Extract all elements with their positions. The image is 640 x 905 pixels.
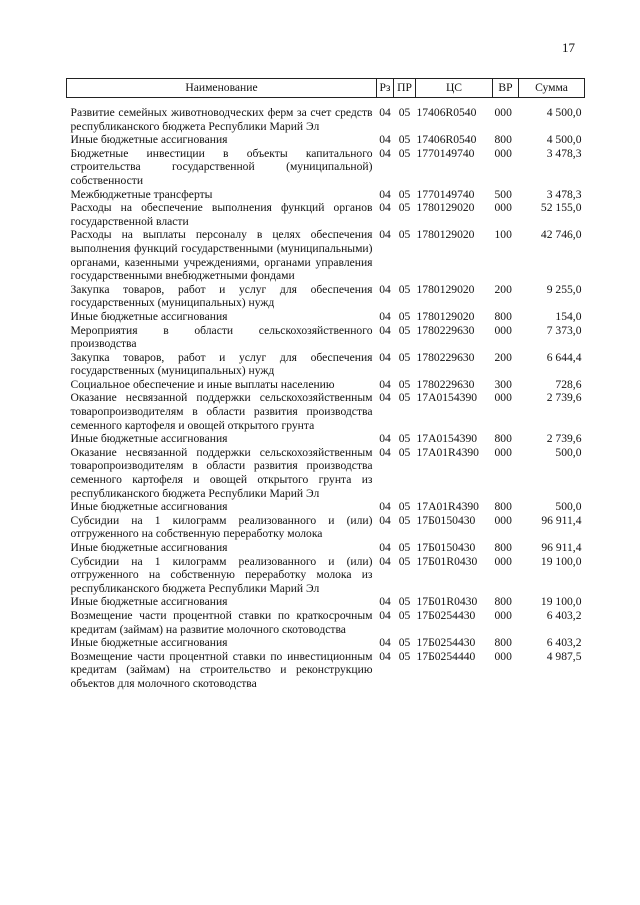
cell-cs: 17Б0254440 (416, 649, 476, 663)
cell-cs: 1780129020 (416, 228, 475, 242)
cell-name: Возмещение части процентной ставки по краткосрочным кредитам (займам) на развитие молочного скотоводства (70, 608, 373, 636)
cell-sum: 728,6 (555, 377, 582, 391)
cell-pr: 05 (398, 432, 411, 446)
cell-cs: 17Б0150430 (416, 541, 476, 554)
cell-rz: 04 (379, 595, 391, 609)
cell-cs: 17Б0254430 (416, 636, 476, 650)
table-row (67, 351, 585, 378)
table-row (67, 541, 585, 555)
cell-pr: 05 (398, 541, 411, 554)
cell-rz: 04 (379, 649, 391, 663)
cell-vr: 100 (494, 228, 512, 242)
cell-pr: 05 (398, 500, 411, 514)
table-row (67, 106, 585, 133)
table-row (67, 555, 585, 596)
cell-name: Иные бюджетные ассигнования (70, 500, 228, 514)
cell-pr: 05 (398, 282, 411, 296)
cell-pr: 05 (398, 309, 411, 323)
cell-sum: 19 100,0 (540, 554, 582, 568)
cell-rz: 04 (379, 636, 391, 650)
cell-name: Развитие семейных животноводческих ферм за счет средств республиканского бюджета Республики Марий Эл (70, 106, 373, 133)
cell-sum: 3 478,3 (546, 146, 582, 160)
cell-vr: 000 (494, 649, 512, 663)
header-sum: Сумма (519, 79, 585, 98)
cell-rz: 04 (379, 445, 391, 459)
cell-rz: 04 (379, 608, 391, 622)
cell-sum: 96 911,4 (541, 541, 582, 554)
cell-vr: 000 (494, 106, 512, 119)
cell-pr: 05 (398, 201, 411, 215)
cell-rz: 04 (379, 187, 391, 201)
cell-cs: 1780229630 (416, 350, 475, 364)
cell-name: Расходы на обеспечение выполнения функций органов государственной власти (70, 201, 373, 228)
cell-rz: 04 (379, 350, 391, 364)
cell-rz: 04 (379, 554, 391, 568)
cell-name: Иные бюджетные ассигнования (70, 541, 228, 554)
header-cs: ЦС (416, 79, 493, 98)
cell-name: Оказание несвязанной поддержки сельскохозяйственным товаропроизводителям в области развития производства семенного картофеля и овощей открытого грунта (70, 391, 373, 432)
cell-sum: 154,0 (555, 309, 582, 323)
cell-name: Субсидии на 1 килограмм реализованного и (или) отгруженного на собственную переработку молока (70, 513, 373, 541)
cell-vr: 000 (494, 201, 512, 215)
cell-name: Мероприятия в области сельскохозяйственного производства (70, 323, 373, 351)
cell-rz: 04 (379, 106, 391, 119)
cell-vr: 800 (494, 595, 512, 609)
cell-rz: 04 (379, 228, 391, 242)
cell-cs: 17А01R4390 (416, 445, 479, 459)
table-row (67, 609, 585, 636)
cell-rz: 04 (379, 500, 391, 514)
table-row (67, 446, 585, 500)
cell-rz: 04 (379, 146, 391, 160)
table-row (67, 310, 585, 324)
cell-cs: 1780129020 (416, 309, 475, 323)
cell-vr: 000 (494, 323, 512, 337)
table-row (67, 133, 585, 147)
cell-cs: 17А01R4390 (416, 500, 479, 514)
table-row (67, 324, 585, 351)
cell-vr: 000 (494, 513, 512, 527)
cell-pr: 05 (398, 187, 411, 201)
cell-sum: 500,0 (555, 500, 582, 514)
cell-pr: 05 (398, 106, 411, 119)
cell-name: Закупка товаров, работ и услуг для обеспечения государственных (муниципальных) нужд (70, 282, 373, 310)
cell-name: Иные бюджетные ассигнования (70, 595, 228, 609)
cell-rz: 04 (379, 133, 391, 147)
cell-pr: 05 (398, 554, 411, 568)
cell-name: Иные бюджетные ассигнования (70, 432, 228, 446)
cell-pr: 05 (398, 228, 411, 242)
cell-name: Иные бюджетные ассигнования (70, 309, 228, 323)
cell-sum: 19 100,0 (540, 595, 582, 609)
cell-cs: 17406R0540 (416, 106, 477, 119)
cell-name: Бюджетные инвестиции в объекты капитального строительства государственной (муниципальной) собственности (70, 146, 373, 187)
cell-vr: 500 (494, 187, 512, 201)
cell-sum: 7 373,0 (546, 323, 582, 337)
cell-name: Межбюджетные трансферты (70, 187, 213, 201)
cell-vr: 300 (494, 377, 512, 391)
cell-vr: 800 (494, 133, 512, 147)
cell-vr: 000 (494, 146, 512, 160)
cell-rz: 04 (379, 541, 391, 554)
table-row (67, 201, 585, 228)
cell-name: Субсидии на 1 килограмм реализованного и (или) отгруженного на собственную переработку молока из республиканского бюджета Республики Марий Эл (70, 554, 373, 595)
cell-pr: 05 (398, 649, 411, 663)
cell-vr: 000 (494, 445, 512, 459)
cell-name: Иные бюджетные ассигнования (70, 133, 228, 147)
cell-name: Оказание несвязанной поддержки сельскохозяйственным товаропроизводителям в области развития производства семенного картофеля и овощей открытого грунта из республиканского бюджета Республики Марий Эл (70, 445, 373, 500)
cell-rz: 04 (379, 513, 391, 527)
cell-rz: 04 (379, 201, 391, 215)
cell-sum: 42 746,0 (540, 228, 582, 242)
cell-pr: 05 (398, 146, 411, 160)
cell-name: Закупка товаров, работ и услуг для обеспечения государственных (муниципальных) нужд (70, 350, 373, 378)
table-row (67, 283, 585, 310)
cell-sum: 6 644,4 (546, 350, 582, 364)
cell-rz: 04 (379, 309, 391, 323)
page-number: 17 (562, 40, 575, 55)
cell-cs: 17Б01R0430 (416, 595, 478, 609)
cell-sum: 52 155,0 (540, 201, 582, 215)
cell-name: Возмещение части процентной ставки по инвестиционным кредитам (займам) на строительство и реконструкцию объектов для молочного скотоводства (70, 649, 373, 690)
cell-pr: 05 (398, 595, 411, 609)
cell-pr: 05 (398, 350, 411, 364)
cell-pr: 05 (398, 513, 411, 527)
cell-cs: 17А0154390 (416, 432, 478, 446)
table-row (67, 595, 585, 609)
cell-cs: 17Б0150430 (416, 513, 476, 527)
cell-vr: 000 (494, 391, 512, 405)
cell-pr: 05 (398, 377, 411, 391)
table-row (67, 514, 585, 541)
cell-pr: 05 (398, 636, 411, 650)
cell-pr: 05 (398, 608, 411, 622)
cell-sum: 6 403,2 (546, 608, 582, 622)
table-row (67, 636, 585, 650)
cell-name: Иные бюджетные ассигнования (70, 636, 228, 650)
header-vr: ВР (493, 79, 519, 98)
header-pr: ПР (394, 79, 416, 98)
cell-pr: 05 (398, 133, 411, 147)
cell-cs: 1780129020 (416, 282, 475, 296)
cell-cs: 17406R0540 (416, 133, 477, 147)
cell-rz: 04 (379, 323, 391, 337)
cell-pr: 05 (398, 391, 411, 405)
cell-sum: 4 987,5 (546, 649, 582, 663)
cell-sum: 96 911,4 (541, 513, 582, 527)
table-row (67, 228, 585, 282)
cell-pr: 05 (398, 323, 411, 337)
cell-cs: 1780229630 (416, 377, 475, 391)
cell-rz: 04 (379, 432, 391, 446)
cell-cs: 17Б0254430 (416, 608, 476, 622)
table-row (67, 650, 585, 691)
cell-name: Социальное обеспечение и иные выплаты населению (70, 377, 335, 391)
cell-vr: 200 (494, 350, 512, 364)
cell-cs: 17А0154390 (416, 391, 478, 405)
cell-sum: 2 739,6 (546, 391, 582, 405)
cell-rz: 04 (379, 377, 391, 391)
cell-name: Расходы на выплаты персоналу в целях обеспечения выполнения функций государственными (муниципальными) органами, казенными учреждениями, органами управления государственными внебюджетными фондами (70, 228, 373, 283)
cell-vr: 800 (494, 541, 512, 554)
cell-sum: 4 500,0 (546, 106, 582, 119)
table-row (67, 391, 585, 432)
cell-vr: 200 (494, 282, 512, 296)
table-row (67, 378, 585, 392)
cell-cs: 17Б01R0430 (416, 554, 478, 568)
cell-sum: 9 255,0 (546, 282, 582, 296)
cell-vr: 800 (494, 636, 512, 650)
header-rz: Рз (377, 79, 394, 98)
table-row (67, 432, 585, 446)
table-header-row (67, 79, 585, 98)
cell-rz: 04 (379, 391, 391, 405)
cell-cs: 1770149740 (416, 146, 475, 160)
cell-vr: 000 (494, 608, 512, 622)
cell-cs: 1770149740 (416, 187, 475, 201)
cell-vr: 800 (494, 500, 512, 514)
cell-vr: 000 (494, 554, 512, 568)
cell-sum: 500,0 (555, 445, 582, 459)
cell-vr: 800 (494, 432, 512, 446)
cell-sum: 4 500,0 (546, 133, 582, 147)
cell-sum: 2 739,6 (546, 432, 582, 446)
cell-sum: 3 478,3 (546, 187, 582, 201)
cell-vr: 800 (494, 309, 512, 323)
table-row (67, 500, 585, 514)
cell-cs: 1780229630 (416, 323, 475, 337)
cell-pr: 05 (398, 445, 411, 459)
table-row (67, 147, 585, 188)
cell-rz: 04 (379, 282, 391, 296)
cell-cs: 1780129020 (416, 201, 475, 215)
header-name: Наименование (67, 79, 377, 98)
cell-sum: 6 403,2 (546, 636, 582, 650)
table-body (67, 98, 585, 691)
budget-table (66, 78, 585, 691)
table-row (67, 188, 585, 202)
